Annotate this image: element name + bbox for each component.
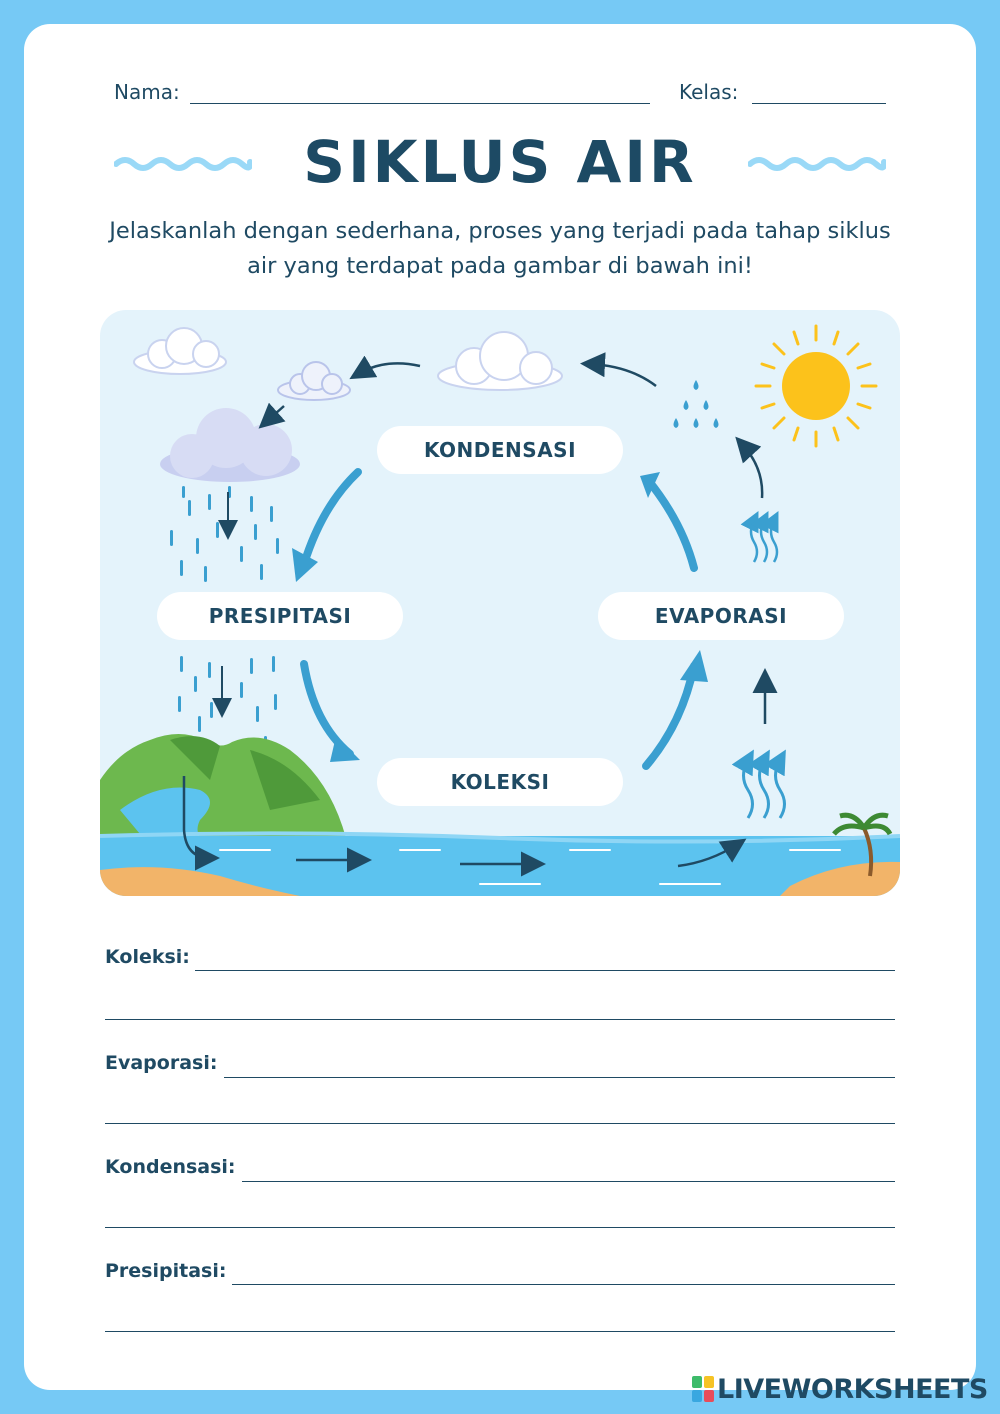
answer-line-kondensasi-2[interactable]	[105, 1227, 895, 1228]
stage-evaporasi: EVAPORASI	[598, 592, 844, 640]
brand-text: LIVEWORKSHEETS	[717, 1373, 988, 1405]
cloud-icon	[438, 332, 562, 390]
stage-presipitasi: PRESIPITASI	[157, 592, 403, 640]
rain-cloud-icon	[160, 408, 300, 482]
question-label-presipitasi: Presipitasi:	[105, 1260, 227, 1282]
answer-line-koleksi[interactable]	[195, 970, 895, 971]
rain-drops-icon	[170, 486, 279, 582]
answer-line-kondensasi[interactable]	[242, 1181, 895, 1182]
question-label-evaporasi: Evaporasi:	[105, 1052, 218, 1074]
page-title: SIKLUS AIR	[303, 128, 697, 196]
stage-kondensasi: KONDENSASI	[377, 426, 623, 474]
cloud-icon	[278, 362, 350, 400]
vapor-arrows-icon	[751, 520, 777, 562]
answer-line-evaporasi[interactable]	[224, 1077, 895, 1078]
sun-icon	[756, 326, 876, 446]
right-wave-icon	[748, 154, 886, 174]
class-answer-line[interactable]	[752, 103, 886, 104]
question-label-koleksi: Koleksi:	[105, 946, 190, 968]
cloud-icon	[134, 328, 226, 374]
answer-line-presipitasi-2[interactable]	[105, 1331, 895, 1332]
stage-koleksi: KOLEKSI	[377, 758, 623, 806]
answer-line-presipitasi[interactable]	[232, 1284, 895, 1285]
left-wave-icon	[114, 154, 252, 174]
name-label: Nama:	[114, 80, 180, 104]
answer-line-evaporasi-2[interactable]	[105, 1123, 895, 1124]
question-label-kondensasi: Kondensasi:	[105, 1156, 236, 1178]
name-answer-line[interactable]	[190, 103, 650, 104]
instruction-text: Jelaskanlah dengan sederhana, proses yang terjadi pada tahap siklus air yang terdapat pada gambar di bawah ini!	[109, 218, 891, 279]
vapor-arrows-icon	[744, 760, 785, 818]
water-drops-icon	[674, 380, 719, 428]
liveworksheets-logo	[692, 1374, 988, 1404]
water-cycle-diagram	[100, 310, 900, 896]
answer-line-koleksi-2[interactable]	[105, 1019, 895, 1020]
class-label: Kelas:	[679, 80, 739, 104]
liveworksheets-logo-icon	[692, 1376, 714, 1402]
